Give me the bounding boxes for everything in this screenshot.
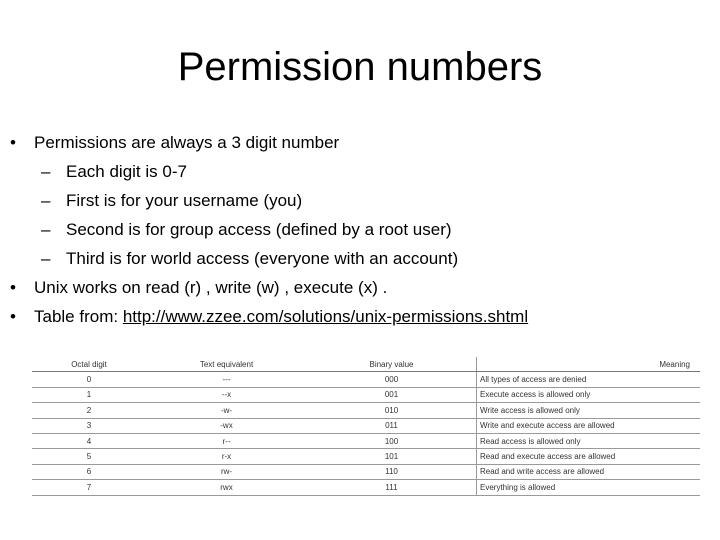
sub-bullet-marker: – — [41, 220, 51, 239]
sub-bullet-text: First is for your username (you) — [66, 191, 303, 210]
table-row — [32, 372, 700, 387]
cell-meaning: Write and execute access are allowed — [477, 418, 701, 433]
cell-binary: 110 — [307, 464, 477, 479]
sub-bullet-item — [6, 215, 706, 244]
sub-bullet-item — [6, 244, 706, 273]
column-header-binary: Binary value — [307, 357, 477, 372]
cell-octal: 3 — [32, 418, 146, 433]
table-row — [32, 403, 700, 418]
column-header-text: Text equivalent — [146, 357, 307, 372]
cell-meaning: Read and execute access are allowed — [477, 449, 701, 464]
bullet-text: Permissions are always a 3 digit number — [34, 133, 340, 152]
sub-bullet-marker: – — [41, 191, 51, 210]
cell-octal: 4 — [32, 433, 146, 448]
sub-bullet-text: Each digit is 0-7 — [66, 162, 187, 181]
cell-meaning: Read and write access are allowed — [477, 464, 701, 479]
cell-text: r-x — [146, 449, 307, 464]
cell-text: -wx — [146, 418, 307, 433]
cell-octal: 0 — [32, 372, 146, 387]
source-link[interactable]: http://www.zzee.com/solutions/unix-permissions.shtml — [122, 307, 529, 326]
table-row — [32, 449, 700, 464]
table-row — [32, 433, 700, 448]
cell-binary: 000 — [307, 372, 477, 387]
sub-bullet-item — [6, 186, 706, 215]
bullet-list — [6, 128, 706, 331]
table-source-label: Table from: — [34, 307, 123, 326]
cell-meaning: All types of access are denied — [477, 372, 701, 387]
bullet-marker: • — [10, 278, 16, 297]
cell-octal: 2 — [32, 403, 146, 418]
cell-text: --- — [146, 372, 307, 387]
cell-binary: 111 — [307, 480, 477, 495]
cell-text: -w- — [146, 403, 307, 418]
cell-text: rw- — [146, 464, 307, 479]
column-header-meaning: Meaning — [477, 357, 701, 372]
bullet-marker: • — [10, 133, 16, 152]
table-row — [32, 387, 700, 402]
cell-binary: 001 — [307, 387, 477, 402]
slide-title: Permission numbers — [177, 45, 543, 89]
column-header-octal: Octal digit — [32, 357, 146, 372]
sub-bullet-marker: – — [41, 249, 51, 268]
cell-text: --x — [146, 387, 307, 402]
cell-text: rwx — [146, 480, 307, 495]
bullet-item — [6, 302, 706, 331]
cell-binary: 100 — [307, 433, 477, 448]
cell-octal: 7 — [32, 480, 146, 495]
table-row — [32, 418, 700, 433]
cell-octal: 1 — [32, 387, 146, 402]
bullet-item — [6, 273, 706, 302]
cell-text: r-- — [146, 433, 307, 448]
cell-meaning: Execute access is allowed only — [477, 387, 701, 402]
table-header-row — [32, 357, 700, 372]
sub-bullet-text: Third is for world access (everyone with an account) — [66, 249, 459, 268]
cell-meaning: Write access is allowed only — [477, 403, 701, 418]
cell-binary: 010 — [307, 403, 477, 418]
cell-octal: 6 — [32, 464, 146, 479]
cell-binary: 101 — [307, 449, 477, 464]
cell-meaning: Read access is allowed only — [477, 433, 701, 448]
bullet-text — [34, 302, 528, 331]
permissions-table — [32, 357, 700, 496]
sub-bullet-text: Second is for group access (defined by a root user) — [66, 220, 452, 239]
table-row — [32, 464, 700, 479]
cell-binary: 011 — [307, 418, 477, 433]
sub-bullet-item — [6, 157, 706, 186]
table-row — [32, 480, 700, 495]
cell-octal: 5 — [32, 449, 146, 464]
bullet-text: Unix works on read (r) , write (w) , execute (x) . — [34, 278, 388, 297]
bullet-marker: • — [10, 307, 16, 326]
bullet-item — [6, 128, 706, 157]
cell-meaning: Everything is allowed — [477, 480, 701, 495]
sub-bullet-marker: – — [41, 162, 51, 181]
